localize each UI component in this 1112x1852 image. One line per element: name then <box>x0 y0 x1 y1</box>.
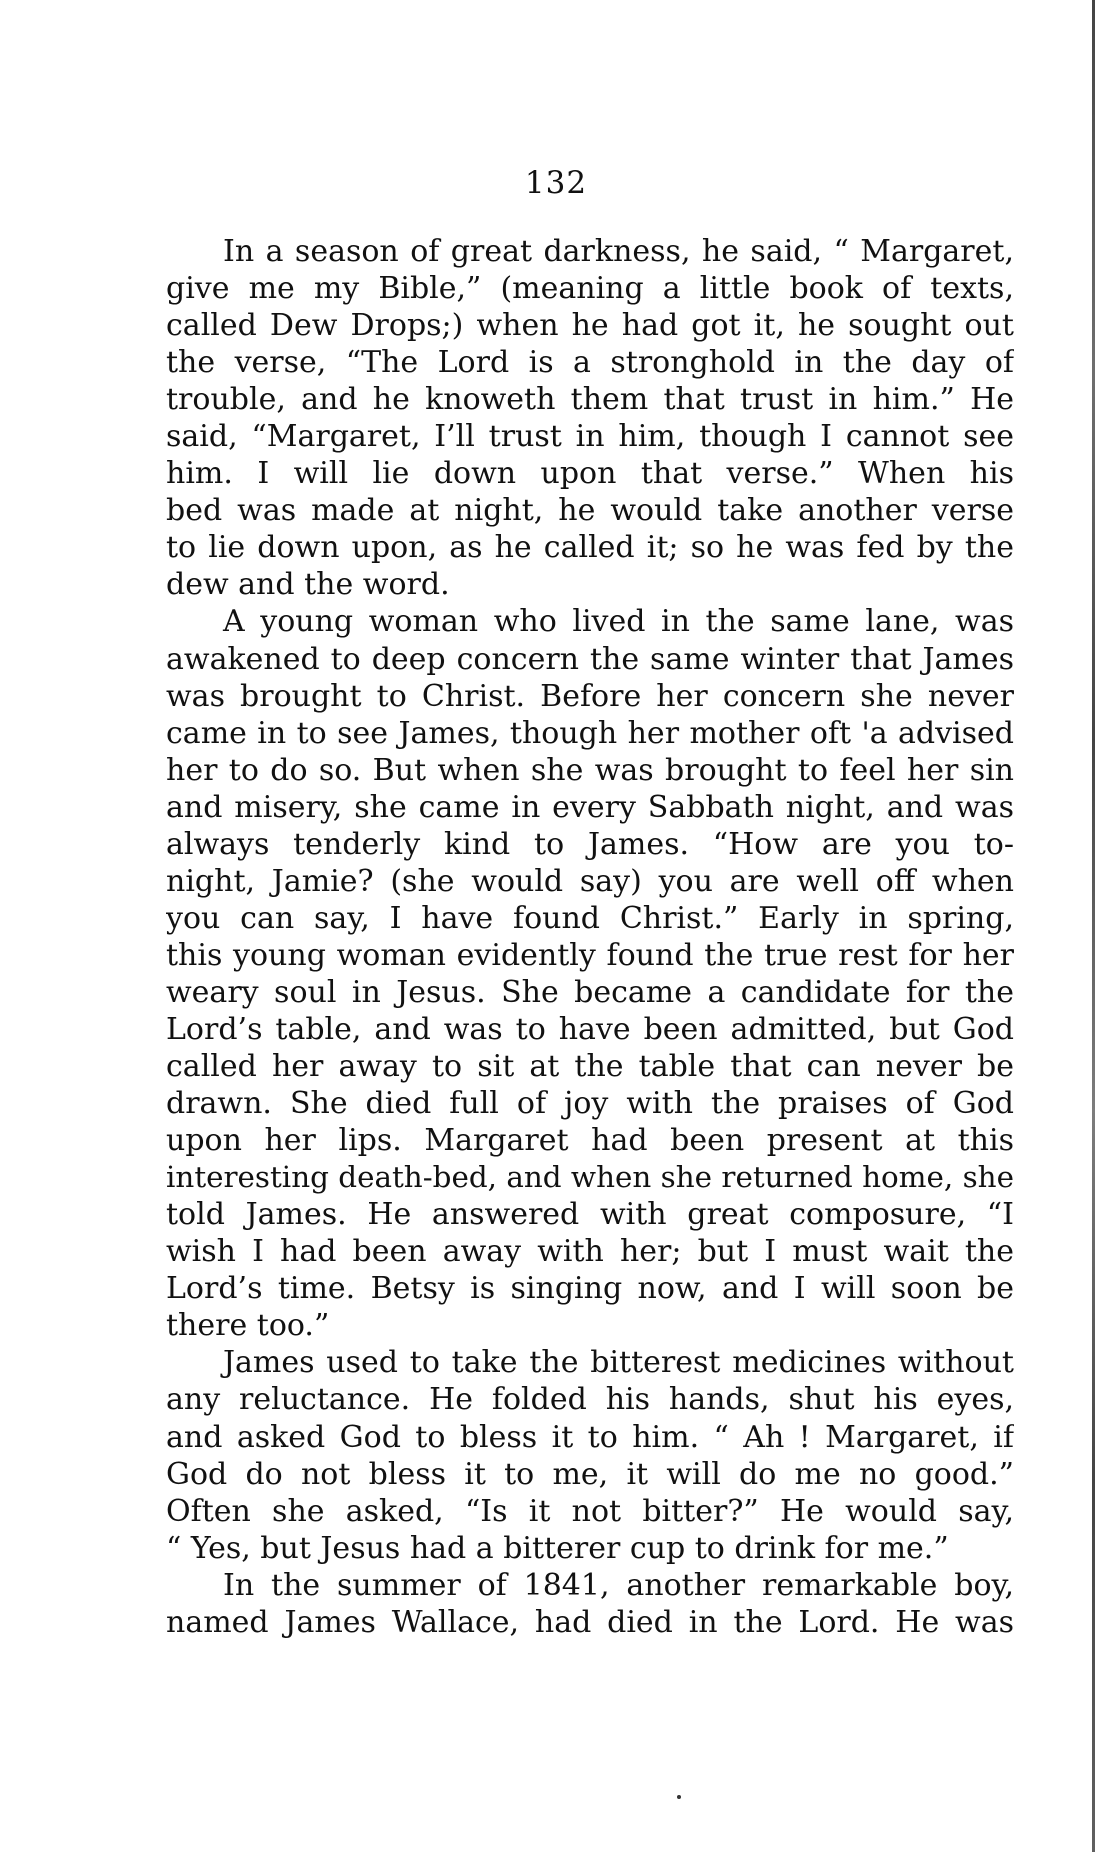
text-line: upon her lips. Margaret had been present at this <box>166 1123 1014 1159</box>
text-line: and misery, she came in every Sabbath night, and was <box>166 789 1014 825</box>
text-line: the verse, “The Lord is a stronghold in the day of <box>166 345 1014 381</box>
text-line: there too.” <box>166 1308 330 1344</box>
text-line: you can say, I have found Christ.” Early in spring, <box>166 900 1014 936</box>
text-line: and asked God to bless it to him. “ Ah ! Margaret, if <box>166 1419 1014 1455</box>
page-number: 132 <box>524 165 588 201</box>
text-line: weary soul in Jesus. She became a candidate for the <box>166 974 1014 1010</box>
text-line: Often she asked, “Is it not bitter?” He would say, <box>166 1493 1014 1529</box>
text-line: give me my Bible,” (meaning a little book of texts, <box>166 271 1014 307</box>
text-line: In a season of great darkness, he said, “ Margaret, <box>223 234 1014 269</box>
text-line: awakened to deep concern the same winter that James <box>166 641 1014 677</box>
text-line: to lie down upon, as he called it; so he was fed by the <box>166 530 1014 566</box>
text-line: interesting death-bed, and when she returned home, she <box>166 1160 1014 1195</box>
text-line: was brought to Christ. Before her concern she never <box>166 678 1014 714</box>
text-line: In the summer of 1841, another remarkable boy, <box>223 1567 1014 1603</box>
text-line: her to do so. But when she was brought to feel her sin <box>166 752 1014 788</box>
page-edge <box>1092 0 1095 1852</box>
text-line: bed was made at night, he would take another verse <box>166 493 1014 529</box>
text-line: him. I will lie down upon that verse.” When his <box>166 456 1014 492</box>
text-line: drawn. She died full of joy with the praises of God <box>166 1086 1014 1122</box>
text-line: A young woman who lived in the same lane, was <box>223 604 1014 640</box>
text-line: this young woman evidently found the true rest for her <box>166 937 1014 973</box>
text-line: dew and the word. <box>166 567 450 603</box>
text-line: told James. He answered with great composure, “I <box>166 1197 1014 1233</box>
text-line: called Dew Drops;) when he had got it, he sought out <box>166 308 1014 344</box>
text-line: God do not bless it to me, it will do me no good.” <box>166 1456 1014 1492</box>
text-line: Lord’s time. Betsy is singing now, and I will soon be <box>166 1271 1014 1307</box>
text-line: wish I had been away with her; but I must wait the <box>166 1234 1014 1270</box>
text-line: any reluctance. He folded his hands, shut his eyes, <box>166 1382 1014 1418</box>
text-line: “ Yes, but Jesus had a bitterer cup to drink for me.” <box>166 1530 949 1566</box>
ink-speck <box>677 1795 681 1799</box>
text-line: called her away to sit at the table that can never be <box>166 1049 1014 1085</box>
text-line: named James Wallace, had died in the Lord. He was <box>166 1604 1014 1640</box>
text-line: James used to take the bitterest medicines without <box>223 1345 1014 1381</box>
text-line: trouble, and he knoweth them that trust in him.” He <box>166 382 1014 418</box>
text-line: Lord’s table, and was to have been admitted, but God <box>166 1011 1014 1047</box>
text-line: night, Jamie? (she would say) you are well off when <box>166 863 1014 899</box>
text-line: came in to see James, though her mother oft 'a advised <box>166 715 1014 751</box>
text-line: said, “Margaret, I’ll trust in him, though I cannot see <box>166 419 1014 455</box>
text-line: always tenderly kind to James. “How are you to- <box>166 826 1014 862</box>
body-text <box>166 233 1014 1641</box>
